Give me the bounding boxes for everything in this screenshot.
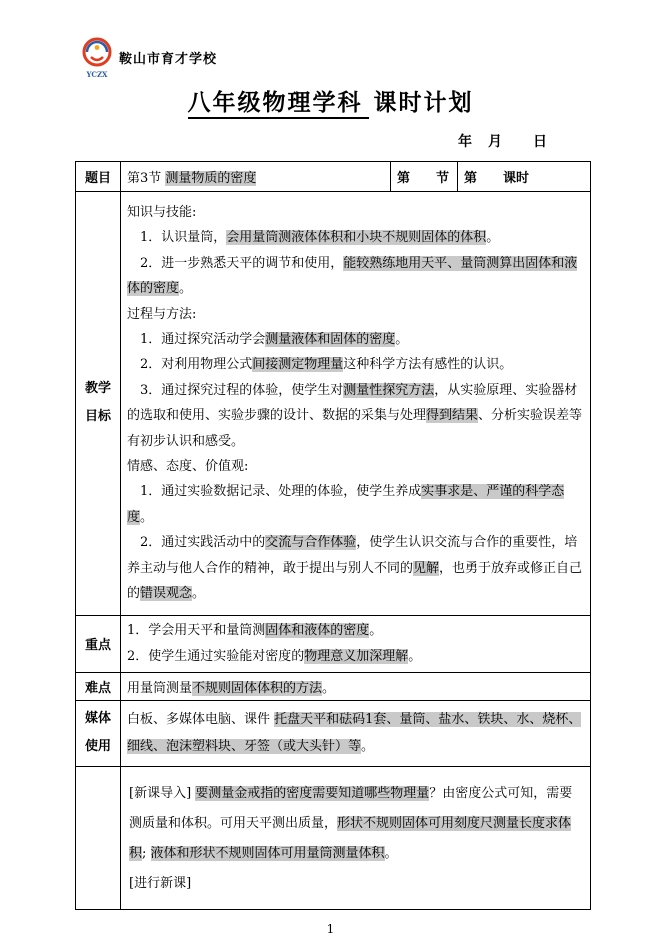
period-number-cell: 第 课时: [458, 162, 591, 192]
highlighted-text: 间接测定物理量: [252, 357, 344, 373]
school-brand: [80, 36, 661, 82]
highlighted-text: 能较熟练地用天平、量筒测算出固体和液体的密度: [127, 255, 578, 297]
text-segment: 。: [140, 509, 154, 525]
logo-text: YCZX: [86, 70, 108, 79]
text-segment: 。: [361, 739, 375, 754]
difficulty-content-cell: [121, 672, 591, 700]
text-segment: 。: [322, 680, 336, 696]
highlighted-text: 要测量金戒指的密度需要知道哪些物理量: [195, 785, 430, 801]
text-segment: 1．通过实验数据记录、处理的体验，使学生养成: [140, 484, 422, 500]
text-segment: 。: [369, 622, 383, 638]
text-segment: 3．通过探究过程的体验，使学生对: [140, 382, 344, 398]
text-segment: [进行新课]: [129, 875, 192, 891]
focus-row: [76, 615, 591, 672]
media-label-line: 使用: [84, 739, 111, 754]
highlighted-text: 见解: [413, 560, 440, 576]
intro-content-cell: [121, 766, 591, 909]
school-name: 鞍山市育才学校: [119, 52, 218, 67]
date-line: 年 月 日: [458, 134, 548, 150]
text-segment: 。: [384, 845, 398, 861]
text-segment: 用量筒测量: [127, 680, 193, 696]
paragraph: [127, 378, 584, 454]
text-segment: 第3节: [127, 171, 166, 186]
paragraph: [127, 454, 584, 479]
focus-content-cell: [121, 615, 591, 672]
media-label-line: 媒体: [84, 711, 111, 726]
paragraph: [129, 869, 582, 899]
text-segment: 1．学会用天平和量筒测: [127, 622, 266, 638]
paragraph: [127, 677, 584, 696]
highlighted-text: 实事求是、严谨的科学态度: [127, 484, 565, 525]
paragraph: [127, 167, 384, 186]
focus-label-cell: 重点: [76, 615, 121, 672]
highlighted-text: 测量液体和固体的密度: [265, 332, 396, 348]
text-segment: ？由密度公式可知，需要测质量和体积。可用天平测出质量，: [129, 785, 573, 831]
title-suffix: 课时计划: [373, 89, 474, 116]
highlighted-text: 物理意义加深理解: [304, 648, 409, 664]
text-segment: 。: [395, 332, 409, 348]
highlighted-text: 形状不规则固体可用刻度尺测量长度求体积: [129, 815, 572, 861]
highlighted-text: 会用量筒测液体体积和小块不规则固体的体积: [226, 230, 487, 246]
text-segment: 2．使学生通过实验能对密度的: [127, 648, 305, 664]
text-segment: 1．通过探究活动学会: [140, 332, 266, 348]
text-segment: 情感、态度、价值观:: [127, 459, 249, 475]
page-title: [0, 84, 661, 117]
intro-label-cell: [76, 766, 121, 909]
text-segment: 过程与方法:: [127, 306, 197, 322]
media-row: [76, 700, 591, 766]
highlighted-text: 测量物质的密度: [165, 171, 257, 186]
text-segment: 白板、多媒体电脑、课件: [127, 712, 275, 727]
lesson-intro-row: [76, 766, 591, 909]
text-segment: ，使学生认识交流与合作的重要性，培养主动与他人合作的精神，敢于提出与别人不同的: [127, 535, 578, 576]
topic-value-cell: [121, 162, 391, 192]
objectives-label-line: 教学: [84, 381, 111, 397]
media-label-cell: [76, 700, 121, 766]
text-segment: 2．进一步熟悉天平的调节和使用，: [140, 255, 344, 271]
topic-row: [76, 162, 591, 192]
highlighted-text: 固体和液体的密度: [265, 622, 370, 638]
paragraph: [127, 479, 584, 530]
highlighted-text: 得到结果: [426, 408, 479, 424]
text-segment: 1．认识量筒，: [140, 230, 227, 246]
media-content-cell: [121, 700, 591, 766]
topic-label-cell: 题目: [76, 162, 121, 192]
difficulty-label-cell: 难点: [76, 672, 121, 700]
highlighted-text: 交流与合作体验: [265, 535, 357, 551]
text-segment: 。: [408, 648, 422, 664]
objectives-row: [76, 192, 591, 616]
objectives-label-cell: [76, 192, 121, 616]
text-segment: 这种科学方法有感性的认识。: [343, 357, 513, 373]
highlighted-text: 错误观念: [140, 586, 193, 602]
paragraph: [129, 779, 582, 869]
text-segment: 2．对利用物理公式: [140, 357, 253, 373]
objectives-content-cell: [121, 192, 591, 616]
text-segment: 。: [486, 230, 500, 246]
paragraph: [127, 352, 584, 377]
text-segment: ，也勇于放弃或修正自己的: [127, 560, 583, 602]
difficulty-row: [76, 672, 591, 700]
highlighted-text: 液体和形状不规则固体可用量筒测量体积: [150, 845, 385, 861]
text-segment: 。: [192, 586, 206, 602]
paragraph: [127, 644, 584, 670]
text-segment: 。: [179, 281, 193, 297]
paragraph: [127, 225, 584, 250]
highlighted-text: 不规则固体体积的方法: [192, 680, 323, 696]
text-segment: 2．通过实践活动中的: [140, 535, 266, 551]
paragraph: [127, 618, 584, 644]
objectives-label-line: 目标: [84, 409, 111, 425]
title-subject: 八年级物理学科: [188, 89, 369, 119]
paragraph: [127, 530, 584, 606]
text-segment: ，从实验原理、实验器材的选取和使用、实验步骤的设计、数据的采集与处理: [127, 382, 578, 424]
paragraph: [127, 302, 584, 327]
lesson-plan-table: [75, 161, 591, 910]
highlighted-text: 测量性探究方法: [343, 382, 435, 398]
paragraph: [127, 251, 584, 302]
text-segment: [新课导入]: [129, 785, 196, 801]
highlighted-text: 托盘天平和砝码1套、量筒、盐水、铁块、水、烧杯、细线、泡沫塑料块、牙签（或大头针）等: [127, 712, 582, 754]
text-segment: ;: [142, 845, 151, 861]
paragraph: [127, 327, 584, 352]
text-segment: 知识与技能:: [127, 205, 197, 220]
paragraph: [127, 200, 584, 225]
page-number: 1: [326, 921, 335, 936]
paragraph: [127, 706, 584, 760]
text-segment: 、分析实验误差等有初步认识和感受。: [127, 408, 583, 449]
section-number-cell: 第 节: [391, 162, 458, 192]
school-logo-icon: [80, 36, 114, 80]
